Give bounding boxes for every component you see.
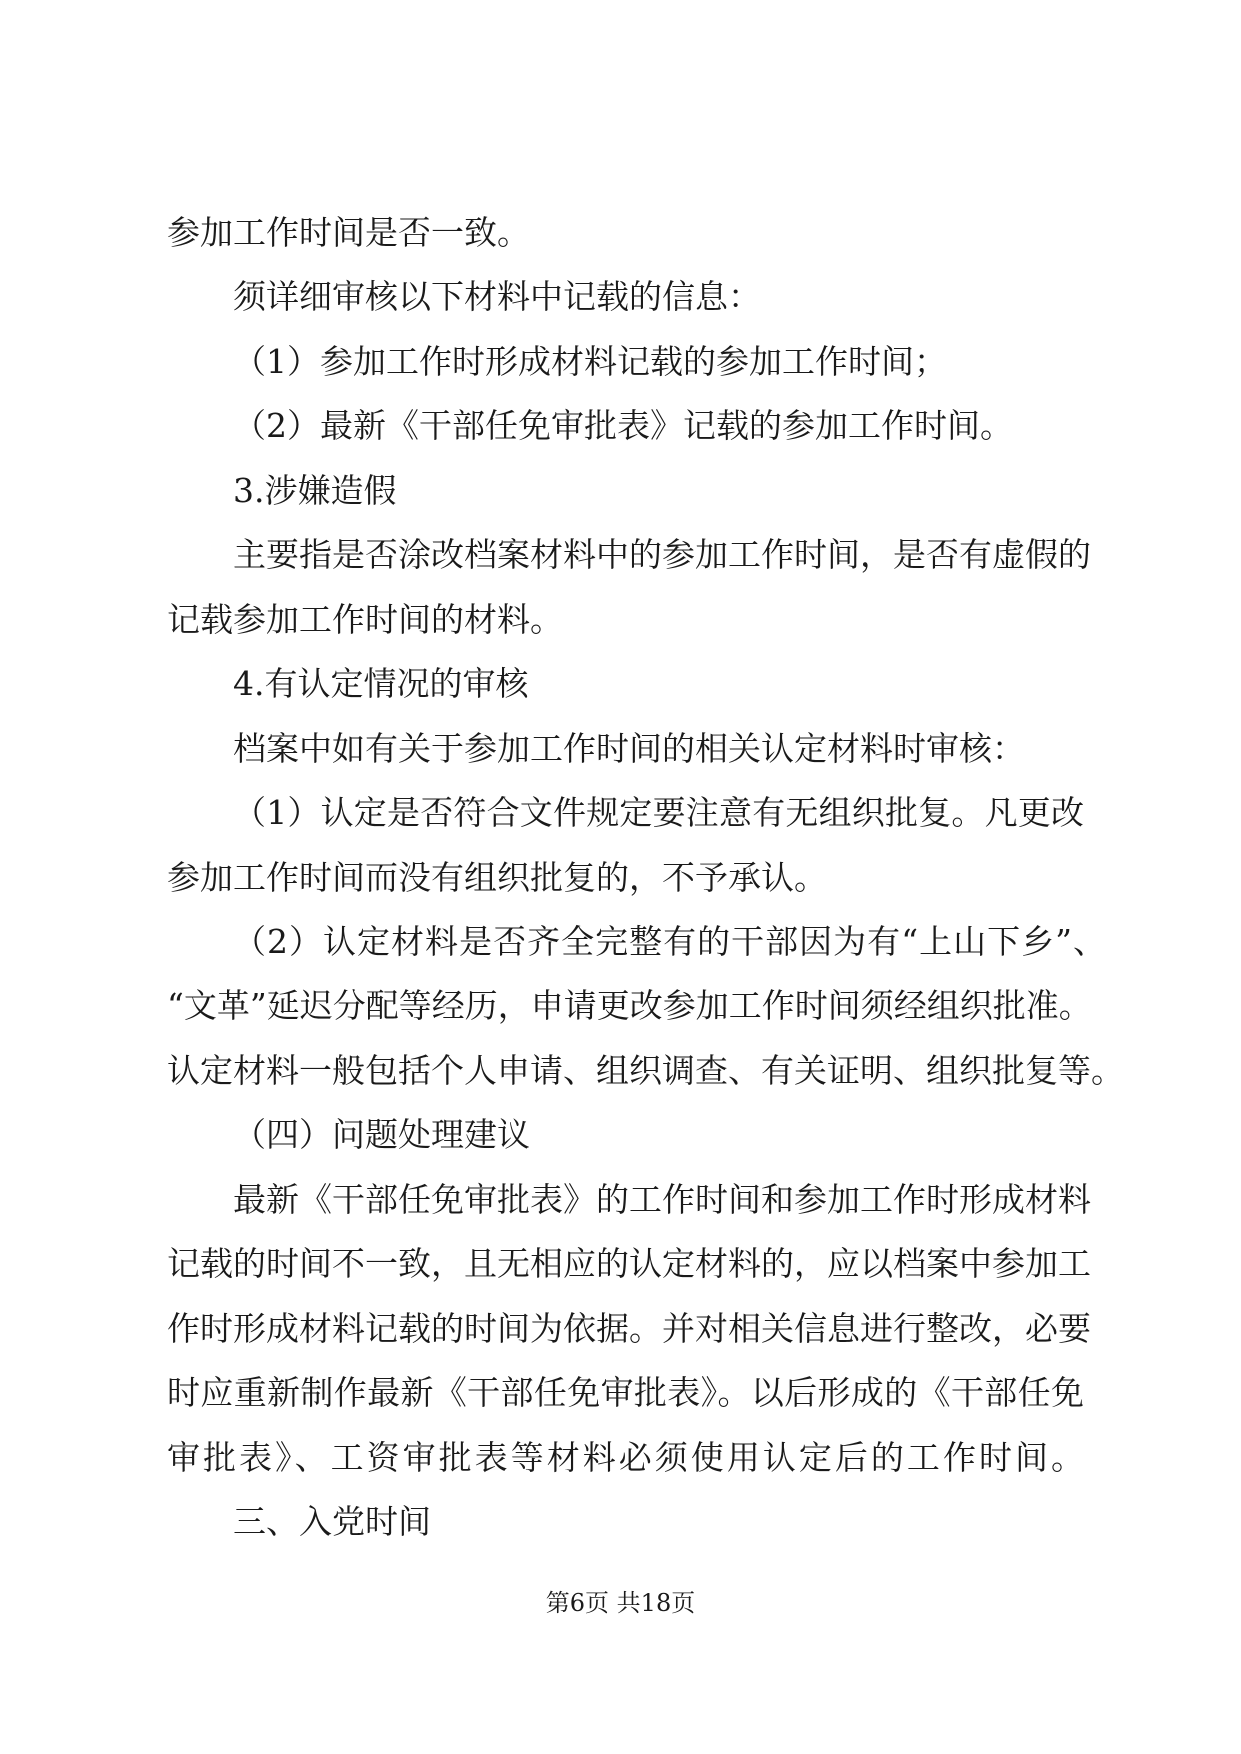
- text-line: 记载参加工作时间的材料。: [167, 600, 563, 639]
- text-line: 审批表》、工资审批表等材料必须使用认定后的工作时间。: [167, 1438, 1084, 1477]
- text-line: 认定材料一般包括个人申请、组织调查、有关证明、组织批复等。: [167, 1051, 1124, 1090]
- page-footer: 第6页 共18页: [545, 1589, 696, 1617]
- section-heading: （四）问题处理建议: [233, 1115, 530, 1154]
- text-line: 参加工作时间是否一致。: [167, 213, 530, 252]
- text-line: 最新《干部任免审批表》的工作时间和参加工作时形成材料: [233, 1180, 1091, 1219]
- text-line: （1）参加工作时形成材料记载的参加工作时间；: [233, 342, 947, 381]
- text-line: “文革”延迟分配等经历，申请更改参加工作时间须经组织批准。: [167, 986, 1092, 1025]
- section-heading: 三、入党时间: [233, 1502, 431, 1541]
- text-line: 须详细审核以下材料中记载的信息：: [233, 277, 761, 316]
- section-heading: 4.有认定情况的审核: [233, 664, 529, 703]
- text-line: 时应重新制作最新《干部任免审批表》。以后形成的《干部任免: [167, 1373, 1084, 1412]
- text-line: （2）认定材料是否齐全完整有的干部因为有“上山下乡”、: [233, 922, 1106, 961]
- text-line: 主要指是否涂改档案材料中的参加工作时间，是否有虚假的: [233, 535, 1091, 574]
- text-line: （2）最新《干部任免审批表》记载的参加工作时间。: [233, 406, 1013, 445]
- text-line: （1）认定是否符合文件规定要注意有无组织批复。凡更改: [233, 793, 1084, 832]
- text-line: 档案中如有关于参加工作时间的相关认定材料时审核：: [233, 729, 1025, 768]
- text-line: 记载的时间不一致，且无相应的认定材料的，应以档案中参加工: [167, 1244, 1091, 1283]
- section-heading: 3.涉嫌造假: [233, 471, 397, 510]
- text-line: 作时形成材料记载的时间为依据。并对相关信息进行整改，必要: [167, 1309, 1091, 1348]
- text-line: 参加工作时间而没有组织批复的，不予承认。: [167, 858, 827, 897]
